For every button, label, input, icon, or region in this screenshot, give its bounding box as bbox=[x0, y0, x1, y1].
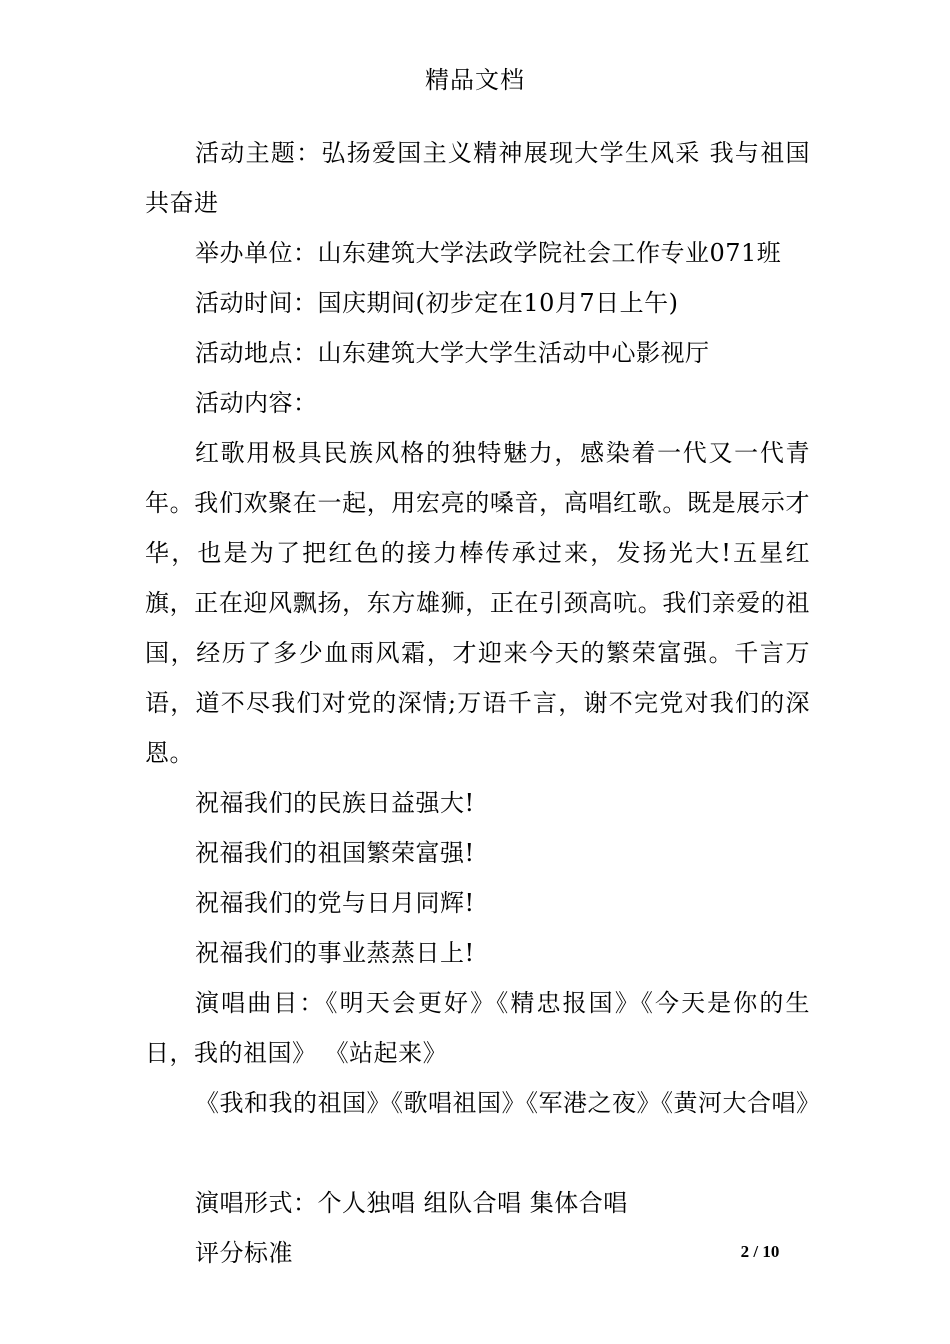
document-header: 精品文档 bbox=[425, 66, 525, 94]
document-body bbox=[145, 128, 821, 1278]
paragraph-blessing-motherland: 祝福我们的祖国繁荣富强! bbox=[195, 839, 475, 867]
paragraph-song-list-continued: 《我和我的祖国》《歌唱祖国》《军港之夜》《黄河大合唱》 bbox=[195, 1089, 821, 1117]
blank-line bbox=[145, 1128, 810, 1178]
paragraph-blessing-nation: 祝福我们的民族日益强大! bbox=[195, 789, 475, 817]
paragraph-activity-time: 活动时间：国庆期间(初步定在10月7日上午) bbox=[195, 289, 679, 317]
paragraph-song-list: 演唱曲目：《明天会更好》《精忠报国》《今天是你的生日，我的祖国》 《站起来》 bbox=[145, 989, 810, 1067]
paragraph-activity-theme: 活动主题：弘扬爱国主义精神展现大学生风采 我与祖国共奋进 bbox=[145, 139, 810, 217]
paragraph-activity-location: 活动地点：山东建筑大学大学生活动中心影视厅 bbox=[195, 339, 710, 367]
paragraph-performance-format: 演唱形式：个人独唱 组队合唱 集体合唱 bbox=[195, 1189, 628, 1217]
paragraph-organizer: 举办单位：山东建筑大学法政学院社会工作专业071班 bbox=[195, 239, 782, 267]
paragraph-blessing-party: 祝福我们的党与日月同辉! bbox=[195, 889, 475, 917]
paragraph-scoring-criteria: 评分标准 bbox=[195, 1239, 293, 1267]
page-number: 2 / 10 bbox=[740, 1242, 780, 1261]
paragraph-blessing-career: 祝福我们的事业蒸蒸日上! bbox=[195, 939, 475, 967]
paragraph-red-songs-intro: 红歌用极具民族风格的独特魅力，感染着一代又一代青年。我们欢聚在一起，用宏亮的嗓音，高唱红歌。既是展示才华，也是为了把红色的接力棒传承过来，发扬光大!五星红旗，正在迎风飘扬，东方雄狮，正在引颈高吭。我们亲爱的祖国，经历了多少血雨风霜，才迎来今天的繁荣富强。千言万语，道不尽我们对党的深情;万语千言，谢不完党对我们的深恩。 bbox=[145, 439, 810, 767]
paragraph-activity-content-heading: 活动内容： bbox=[195, 389, 318, 417]
